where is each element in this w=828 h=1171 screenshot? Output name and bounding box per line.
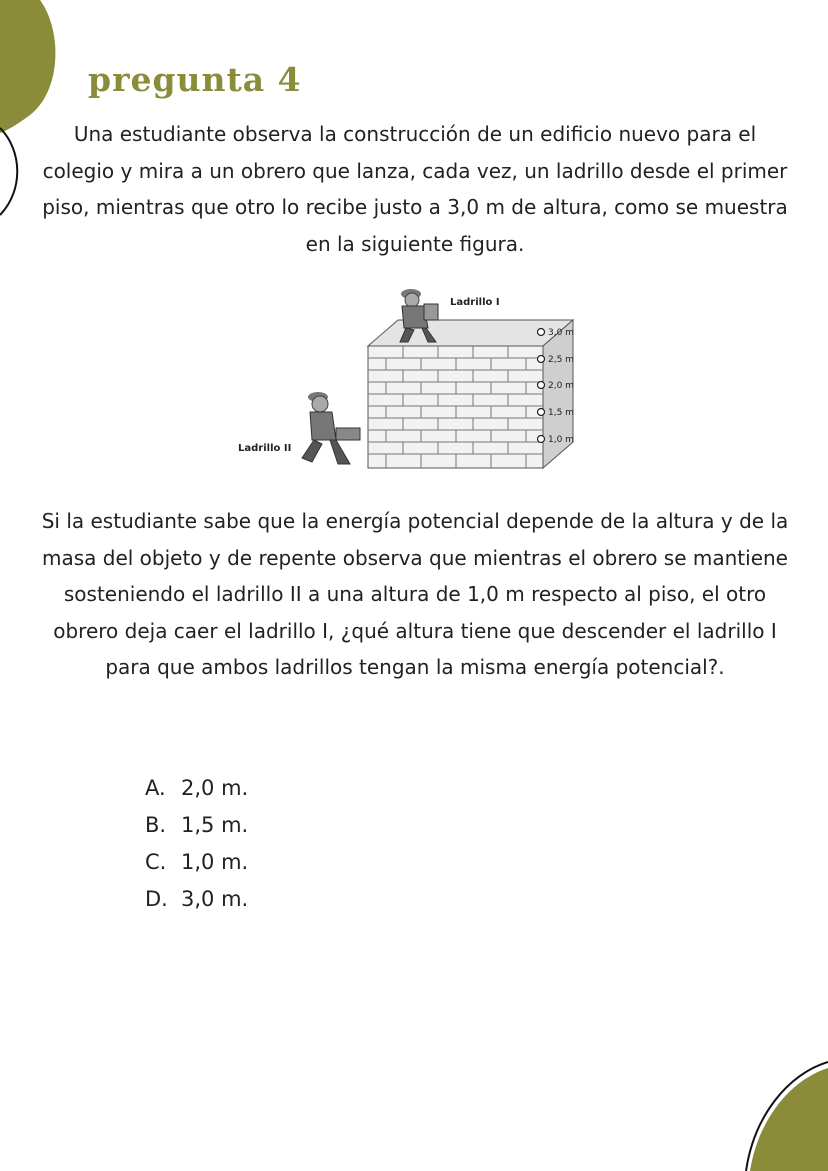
option-c[interactable] — [145, 844, 248, 881]
height-marker-label: 2,0 m — [548, 381, 574, 391]
option-d[interactable] — [145, 881, 248, 918]
option-text: 1,5 m. — [181, 813, 249, 837]
answer-options — [145, 770, 248, 918]
height-marker-label: 1,5 m — [548, 408, 574, 418]
brick-2-label: Ladrillo II — [238, 443, 292, 454]
worker-ground-icon — [302, 392, 360, 464]
brick-wall-figure — [228, 280, 598, 480]
corner-blob-bottom-right — [740, 1060, 828, 1171]
question-statement: Si la estudiante sabe que la energía potencial depende de la altura y de la masa del objeto y de repente observa que mientras el obrero se mantiene sosteniendo el ladrillo II a una altura de 1,0 m respecto al piso, el otro obrero deja caer el ladrillo I, ¿qué altura tiene que descender el ladrillo I para que ambos ladrillos tengan la misma energía potencial?. — [41, 509, 789, 679]
option-text: 3,0 m. — [181, 887, 249, 911]
option-text: 1,0 m. — [181, 850, 249, 874]
brick-1-label: Ladrillo I — [450, 297, 500, 308]
question-title: pregunta 4 — [88, 60, 302, 99]
option-a[interactable] — [145, 770, 248, 807]
option-letter: D. — [145, 887, 168, 911]
option-letter: A. — [145, 776, 166, 800]
option-letter: B. — [145, 813, 167, 837]
height-marker-label: 1,0 m — [548, 435, 574, 445]
height-marker-label: 2,5 m — [548, 355, 574, 365]
question-intro: Una estudiante observa la construcción de un edificio nuevo para el colegio y mira a un obrero que lanza, cada vez, un ladrillo desde el primer piso, mientras que otro lo recibe justo a 3,0 m de altura, como se muestra en la siguiente figura. — [42, 122, 788, 256]
option-b[interactable] — [145, 807, 248, 844]
option-text: 2,0 m. — [181, 776, 249, 800]
height-marker-label: 3,0 m — [548, 328, 574, 338]
option-letter: C. — [145, 850, 167, 874]
